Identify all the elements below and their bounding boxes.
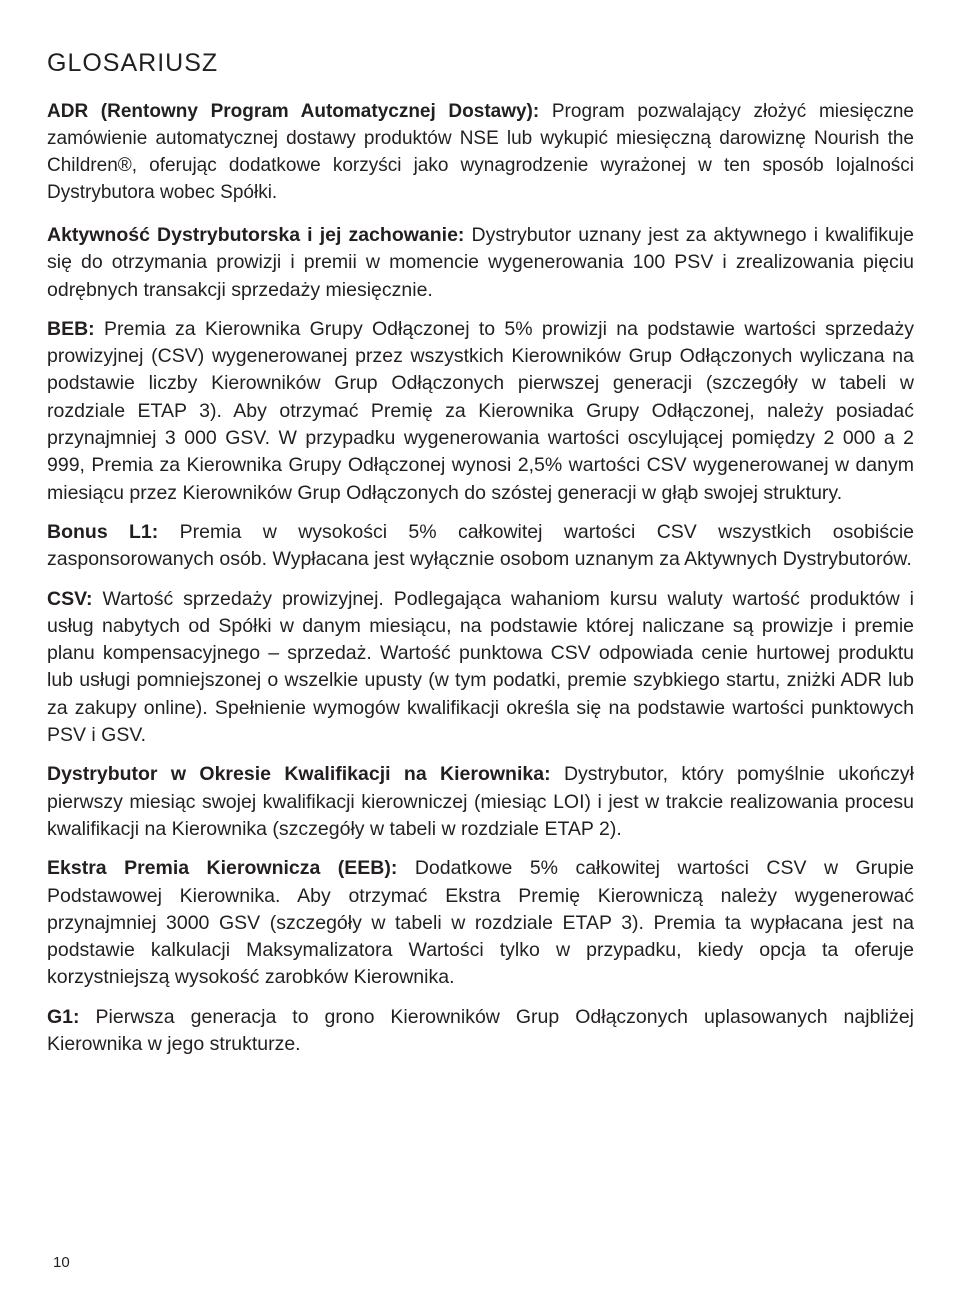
glossary-entry-eeb xyxy=(47,855,914,991)
glossary-term: Bonus L1: xyxy=(47,520,159,543)
glossary-entry-bonus-l1 xyxy=(47,519,914,574)
glossary-entry-dystrybutor-okres xyxy=(47,761,914,843)
glossary-entry-aktywnosc xyxy=(47,222,914,304)
glossary-term: BEB: xyxy=(47,317,95,340)
glossary-term: CSV: xyxy=(47,587,93,610)
glossary-definition: Dystrybutor, który pomyślnie ukończył pierwszy miesiąc swojej kwalifikacji kierowniczej (miesiąc LOI) i jest w trakcie realizowania procesu kwalifikacji na Kierownika (szczegóły w tabeli w rozdziale ETAP 2). xyxy=(47,763,914,840)
glossary-list xyxy=(47,98,914,1070)
glossary-term: ADR (Rentowny Program Automatycznej Dostawy): xyxy=(47,101,540,122)
glossary-definition: Premia w wysokości 5% całkowitej wartości CSV wszystkich osobiście zasponsorowanych osób. Wypłacana jest wyłącznie osobom uznanym za Aktywnych Dystrybutorów. xyxy=(47,520,914,571)
glossary-term: Ekstra Premia Kierownicza (EEB): xyxy=(47,857,398,880)
glossary-entry-beb xyxy=(47,316,914,507)
glossary-definition: Dystrybutor uznany jest za aktywnego i kwalifikuje się do otrzymania prowizji i premii w momencie wygenerowania 100 PSV i zrealizowania pięciu odrębnych transakcji sprzedaży miesięcznie. xyxy=(47,224,915,301)
glossary-term: Aktywność Dystrybutorska i jej zachowanie: xyxy=(47,224,465,246)
glossary-definition: Wartość sprzedaży prowizyjnej. Podlegająca wahaniom kursu waluty wartość produktów i usług nabytych od Spółki w danym miesiącu, na podstawie której naliczane są prowizje i premie planu kompensacyjnego – sprzedaż. Wartość punktowa CSV odpowiada cenie hurtowej produktu lub usługi pomniejszonej o wszelkie upusty (w tym podatki, premie szybkiego startu, zniżki ADR lub za zakupy online). Spełnienie wymogów kwalifikacji określa się na podstawie wartości punktowych PSV i GSV. xyxy=(47,587,914,747)
glossary-entry-csv xyxy=(47,586,914,750)
glossary-term: G1: xyxy=(47,1005,80,1028)
glossary-definition: Premia za Kierownika Grupy Odłączonej to 5% prowizji na podstawie wartości sprzedaży prowizyjnej (CSV) wygenerowanej przez wszystkich Kierowników Grup Odłączonych wyliczana na podstawie liczby Kierowników Grup Odłączonych pierwszej generacji (szczegóły w tabeli w rozdziale ETAP 3). Aby otrzymać Premię za Kierownika Grupy Odłączonej, należy posiadać przynajmniej 3 000 GSV. W przypadku wygenerowania wartości oscylującej pomiędzy 2 000 a 2 999, Premia za Kierownika Grupy Odłączonej wynosi 2,5% wartości CSV wygenerowanej w danym miesiącu przez Kierowników Grup Odłączonych do szóstej generacji w głąb swojej struktury. xyxy=(47,317,915,504)
glossary-definition: Dodatkowe 5% całkowitej wartości CSV w Grupie Podstawowej Kierownika. Aby otrzymać Ekstra Premię Kierowniczą należy wygenerować przynajmniej 3000 GSV (szczegóły w tabeli w rozdziale ETAP 3). Premia ta wypłacana jest na podstawie kalkulacji Maksymalizatora Wartości tylko w przypadku, kiedy opcja ta oferuje korzystniejszą wysokość zarobków Kierownika. xyxy=(47,857,914,989)
glossary-entry-g1 xyxy=(47,1004,914,1059)
page-number: 10 xyxy=(53,1254,70,1271)
glossary-term: Dystrybutor w Okresie Kwalifikacji na Kierownika: xyxy=(47,763,551,786)
glossary-definition: Program pozwalający złożyć miesięczne zamówienie automatycznej dostawy produktów NSE lub wykupić miesięczną darowiznę Nourish the Children®, oferując dodatkowe korzyści jako wynagrodzenie wyrażonej w ten sposób lojalności Dystrybutora wobec Spółki. xyxy=(47,101,914,203)
glossary-entry-adr xyxy=(47,98,914,206)
page-title: GLOSARIUSZ xyxy=(47,49,219,77)
glossary-definition: Pierwsza generacja to grono Kierowników Grup Odłączonych uplasowanych najbliżej Kierownika w jego strukturze. xyxy=(47,1005,914,1056)
